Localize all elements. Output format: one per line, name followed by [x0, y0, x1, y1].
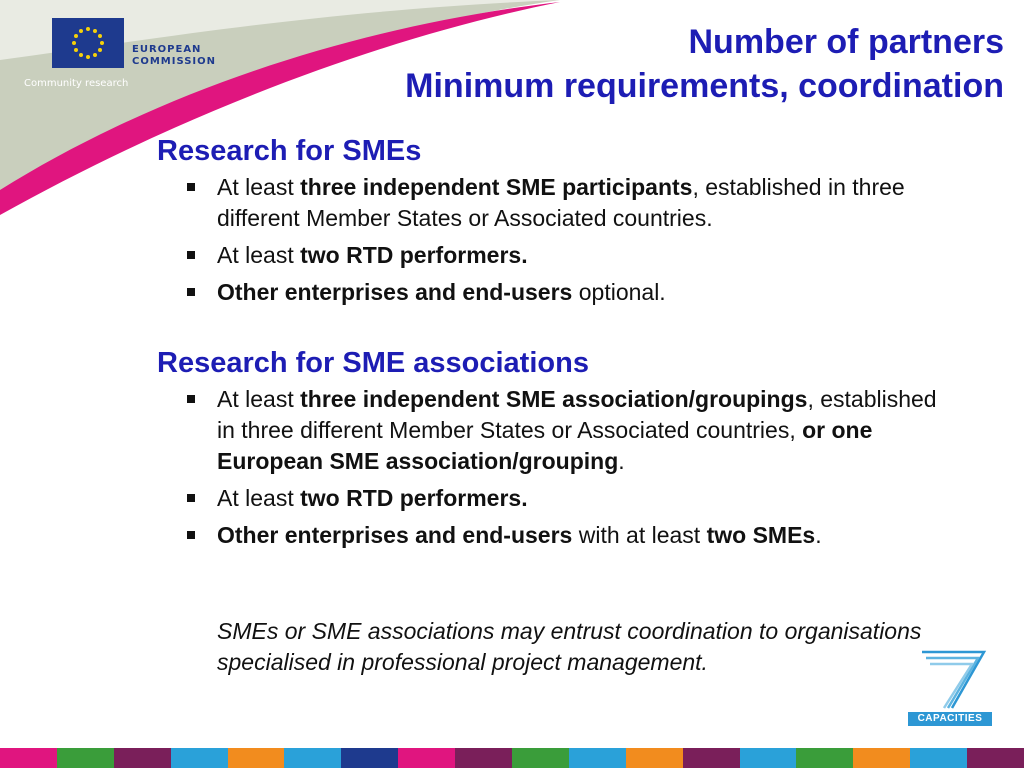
bullet-item: Other enterprises and end-users optional. [157, 277, 957, 308]
organization-name [132, 44, 216, 68]
org-line-1: EUROPEAN [132, 44, 202, 55]
slide-body [157, 132, 957, 557]
footer-color-block [512, 748, 569, 768]
title-line-2: Minimum requirements, coordination [405, 67, 1004, 105]
footer-color-block [626, 748, 683, 768]
section-heading-smes: Research for SMEs [157, 135, 422, 167]
bullet-square-icon [187, 395, 195, 403]
org-line-2: COMMISSION [132, 56, 217, 67]
european-commission-logo [52, 18, 217, 74]
section-heading-sme-associations: Research for SME associations [157, 347, 589, 379]
coordination-note: SMEs or SME associations may entrust coordination to organisations specialised in professional project management. [217, 618, 922, 675]
bullet-list-smes [157, 172, 957, 308]
tagline: Community research [24, 78, 129, 89]
footer-color-block [455, 748, 512, 768]
footer-color-block [0, 748, 57, 768]
bullet-item: At least three independent SME association/groupings, established in three different Member States or Associated countries, or one European SME association/grouping. [157, 384, 957, 477]
footer-color-strip [0, 748, 1024, 768]
slide-title [405, 20, 1004, 108]
bullet-item: At least two RTD performers. [157, 483, 957, 514]
fp7-seven-icon [908, 646, 992, 712]
bullet-item: Other enterprises and end-users with at least two SMEs. [157, 520, 957, 551]
fp7-capacities-logo [908, 646, 992, 726]
footer-color-block [853, 748, 910, 768]
footer-color-block [171, 748, 228, 768]
footer-color-block [796, 748, 853, 768]
footer-color-block [57, 748, 114, 768]
bullet-square-icon [187, 531, 195, 539]
footer-color-block [284, 748, 341, 768]
bullet-list-sme-associations [157, 384, 957, 551]
bullet-item: At least three independent SME participants, established in three different Member States or Associated countries. [157, 172, 957, 234]
eu-flag-icon [52, 18, 124, 68]
bullet-item: At least two RTD performers. [157, 240, 957, 271]
footer-color-block [967, 748, 1024, 768]
bullet-square-icon [187, 494, 195, 502]
bullet-square-icon [187, 183, 195, 191]
footer-color-block [740, 748, 797, 768]
capacities-label: CAPACITIES [908, 712, 992, 726]
footer-color-block [228, 748, 285, 768]
bullet-square-icon [187, 251, 195, 259]
bullet-square-icon [187, 288, 195, 296]
footer-color-block [341, 748, 398, 768]
footer-color-block [683, 748, 740, 768]
footer-color-block [114, 748, 171, 768]
title-line-1: Number of partners [688, 23, 1004, 61]
footer-color-block [910, 748, 967, 768]
footer-color-block [569, 748, 626, 768]
footer-color-block [398, 748, 455, 768]
